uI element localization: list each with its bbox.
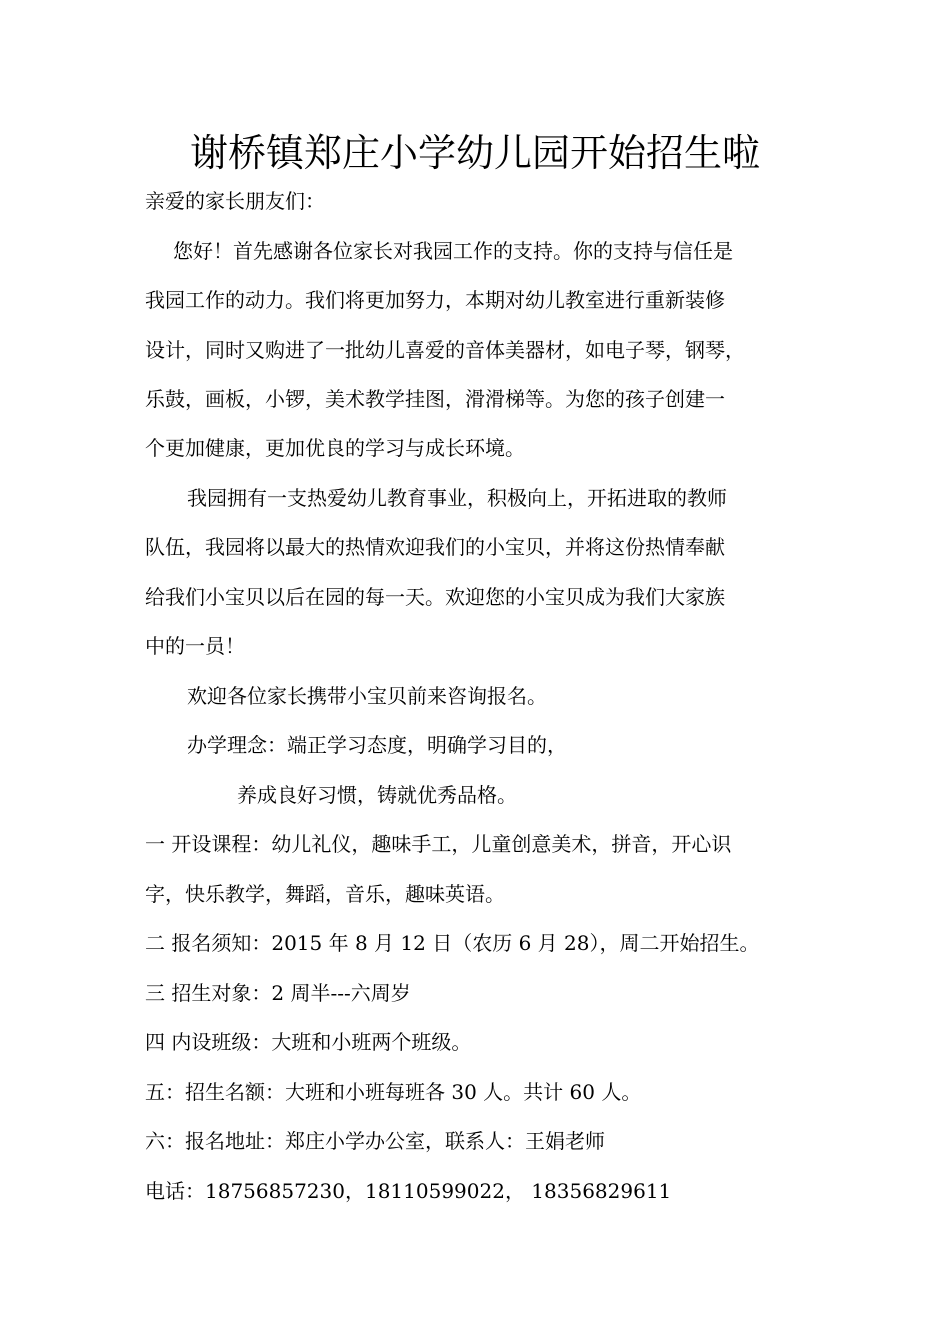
welcome-line: 欢迎各位家长携带小宝贝前来咨询报名。 xyxy=(187,684,547,708)
paragraph-line: 我园工作的动力。我们将更加努力，本期对幼儿教室进行重新装修 xyxy=(145,288,725,312)
list-item: 三 招生对象：2 周半---六周岁 xyxy=(145,981,411,1005)
contact-phone-line: 电话：18756857230，18110599022， 18356829611 xyxy=(145,1179,672,1203)
paragraph-line: 给我们小宝贝以后在园的每一天。欢迎您的小宝贝成为我们大家族 xyxy=(145,585,725,609)
philosophy-line: 养成良好习惯，铸就优秀品格。 xyxy=(237,783,517,807)
list-item: 字，快乐教学，舞蹈，音乐，趣味英语。 xyxy=(145,882,505,906)
philosophy-line: 办学理念：端正学习态度，明确学习目的， xyxy=(187,733,567,757)
paragraph-line: 设计，同时又购进了一批幼儿喜爱的音体美器材，如电子琴，钢琴， xyxy=(145,338,745,362)
paragraph-line: 个更加健康，更加优良的学习与成长环境。 xyxy=(145,436,525,460)
list-item: 二 报名须知：2015 年 8 月 12 日（农历 6 月 28），周二开始招生。 xyxy=(145,931,760,955)
list-item: 六：报名地址：郑庄小学办公室，联系人：王娟老师 xyxy=(145,1129,605,1153)
list-item: 一 开设课程：幼儿礼仪，趣味手工，儿童创意美术，拼音，开心识 xyxy=(145,832,732,856)
list-item: 四 内设班级：大班和小班两个班级。 xyxy=(145,1030,472,1054)
paragraph-line: 您好！首先感谢各位家长对我园工作的支持。你的支持与信任是 xyxy=(173,239,733,263)
paragraph-line: 我园拥有一支热爱幼儿教育事业，积极向上，开拓进取的教师 xyxy=(187,486,727,510)
list-item: 五：招生名额：大班和小班每班各 30 人。共计 60 人。 xyxy=(145,1080,642,1104)
paragraph-line: 中的一员！ xyxy=(145,634,245,658)
salutation: 亲爱的家长朋友们： xyxy=(145,189,325,213)
page-title: 谢桥镇郑庄小学幼儿园开始招生啦 xyxy=(189,131,760,175)
paragraph-line: 队伍，我园将以最大的热情欢迎我们的小宝贝，并将这份热情奉献 xyxy=(145,535,725,559)
paragraph-line: 乐鼓，画板，小锣，美术教学挂图，滑滑梯等。为您的孩子创建一 xyxy=(145,387,725,411)
